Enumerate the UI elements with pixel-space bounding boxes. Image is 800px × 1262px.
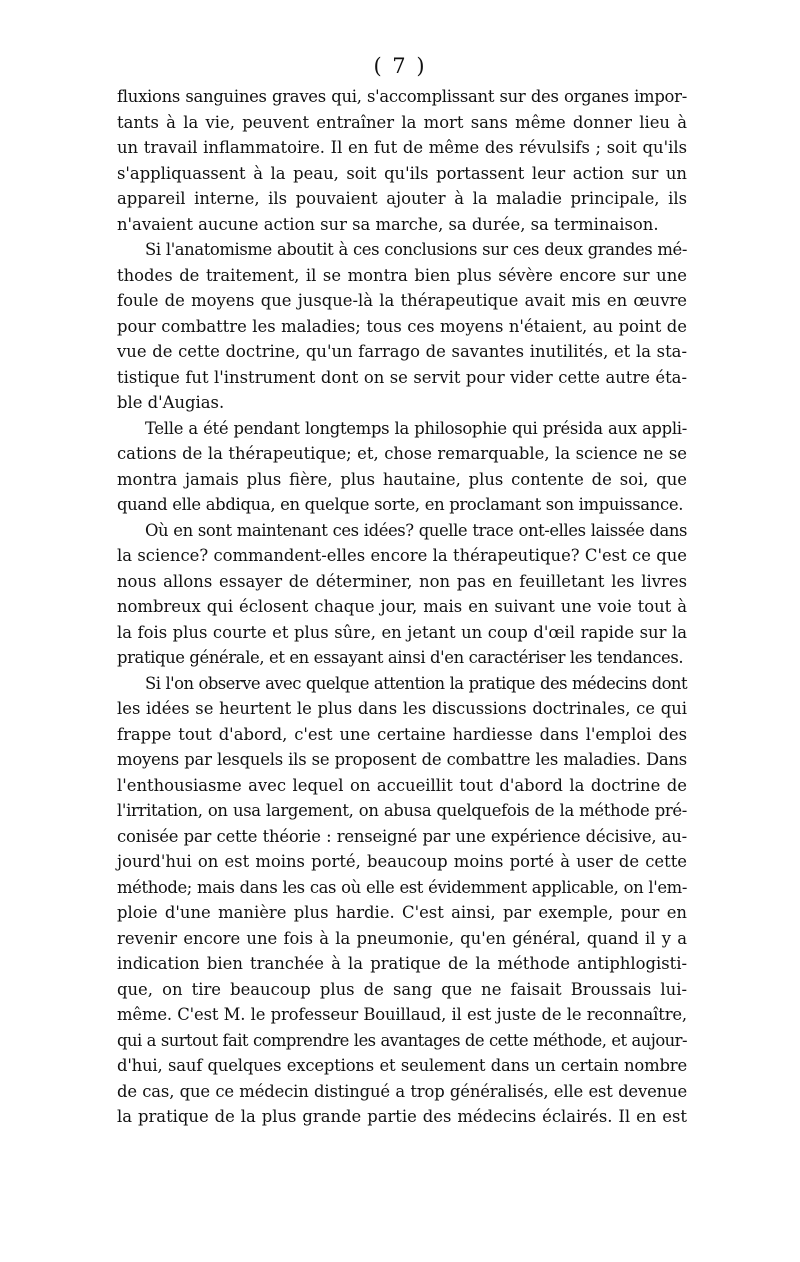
text-line: vue de cette doctrine, qu'un farrago de savantes inutilités, et la sta- xyxy=(117,342,687,361)
text-line: ploie d'une manière plus hardie. C'est ainsi, par exemple, pour en xyxy=(117,903,687,922)
text-line: montra jamais plus fière, plus hautaine, plus contente de soi, que xyxy=(117,469,687,489)
text-line: tants à la vie, peuvent entraîner la mort sans même donner lieu à xyxy=(117,112,687,132)
text-line: moyens par lesquels ils se proposent de combattre les maladies. Dans xyxy=(117,750,687,769)
text-line: tistique fut l'instrument dont on se servit pour vider cette autre éta- xyxy=(117,367,687,387)
text-line: l'irritation, on usa largement, on abusa quelquefois de la méthode pré- xyxy=(117,801,687,820)
text-line: la science? commandent-elles encore la thérapeutique? C'est ce que xyxy=(117,546,687,565)
text-line: Si l'on observe avec quelque attention la pratique des médecins dont xyxy=(145,673,687,693)
body-text xyxy=(117,84,687,1130)
text-line: qui a surtout fait comprendre les avantages de cette méthode, et aujour- xyxy=(117,1030,687,1050)
text-line: la fois plus courte et plus sûre, en jetant un coup d'œil rapide sur la xyxy=(117,622,687,642)
text-line: la pratique de la plus grande partie des médecins éclairés. Il en est xyxy=(117,1107,687,1126)
text-line: fluxions sanguines graves qui, s'accomplissant sur des organes impor- xyxy=(117,87,687,106)
text-line: d'hui, sauf quelques exceptions et seulement dans un certain nombre xyxy=(117,1056,687,1075)
text-line: conisée par cette théorie : renseigné par une expérience décisive, au- xyxy=(117,826,687,846)
paragraph xyxy=(117,237,687,416)
text-line: Où en sont maintenant ces idées? quelle trace ont-elles laissée dans xyxy=(145,520,687,540)
text-line: foule de moyens que jusque-là la thérapeutique avait mis en œuvre xyxy=(117,291,687,310)
text-line: n'avaient aucune action sur sa marche, sa durée, sa terminaison. xyxy=(117,214,659,234)
text-line: les idées se heurtent le plus dans les discussions doctrinales, ce qui xyxy=(117,699,687,718)
text-line: s'appliquassent à la peau, soit qu'ils portassent leur action sur un xyxy=(117,163,687,183)
text-line: indication bien tranchée à la pratique de la méthode antiphlogisti- xyxy=(117,954,687,973)
text-line: thodes de traitement, il se montra bien plus sévère encore sur une xyxy=(117,265,687,285)
text-line: appareil interne, ils pouvaient ajouter à la maladie principale, ils xyxy=(117,189,687,208)
text-line: même. C'est M. le professeur Bouillaud, il est juste de le reconnaître, xyxy=(117,1005,687,1024)
paragraph xyxy=(117,416,687,518)
text-line: l'enthousiasme avec lequel on accueillit tout d'abord la doctrine de xyxy=(117,775,687,795)
text-line: de cas, que ce médecin distingué a trop généralisés, elle est devenue xyxy=(117,1081,687,1101)
text-line: pour combattre les maladies; tous ces moyens n'étaient, au point de xyxy=(117,316,687,336)
text-line: que, on tire beaucoup plus de sang que ne faisait Broussais lui- xyxy=(117,979,687,999)
text-line: pratique générale, et en essayant ainsi d'en caractériser les tendances. xyxy=(117,648,684,667)
text-line: un travail inflammatoire. Il en fut de même des révulsifs ; soit qu'ils xyxy=(117,138,687,157)
text-line: nombreux qui éclosent chaque jour, mais en suivant une voie tout à xyxy=(117,597,687,616)
text-line: Telle a été pendant longtemps la philosophie qui présida aux appli- xyxy=(145,418,687,438)
text-line: quand elle abdiqua, en quelque sorte, en proclamant son impuissance. xyxy=(117,495,684,514)
text-line: méthode; mais dans les cas où elle est évidemment applicable, on l'em- xyxy=(117,877,687,897)
paragraph xyxy=(117,518,687,671)
page-number: ( 7 ) xyxy=(373,54,427,78)
text-line: jourd'hui on est moins porté, beaucoup moins porté à user de cette xyxy=(117,852,687,871)
paragraph xyxy=(117,84,687,237)
text-line: nous allons essayer de déterminer, non pas en feuilletant les livres xyxy=(117,571,687,591)
text-line: cations de la thérapeutique; et, chose remarquable, la science ne se xyxy=(117,444,687,463)
text-line: frappe tout d'abord, c'est une certaine hardiesse dans l'emploi des xyxy=(117,724,687,744)
text-line: revenir encore une fois à la pneumonie, qu'en général, quand il y a xyxy=(117,928,687,948)
text-line: Si l'anatomisme aboutit à ces conclusions sur ces deux grandes mé- xyxy=(145,240,687,259)
text-line: ble d'Augias. xyxy=(117,393,225,412)
paragraph xyxy=(117,671,687,1130)
